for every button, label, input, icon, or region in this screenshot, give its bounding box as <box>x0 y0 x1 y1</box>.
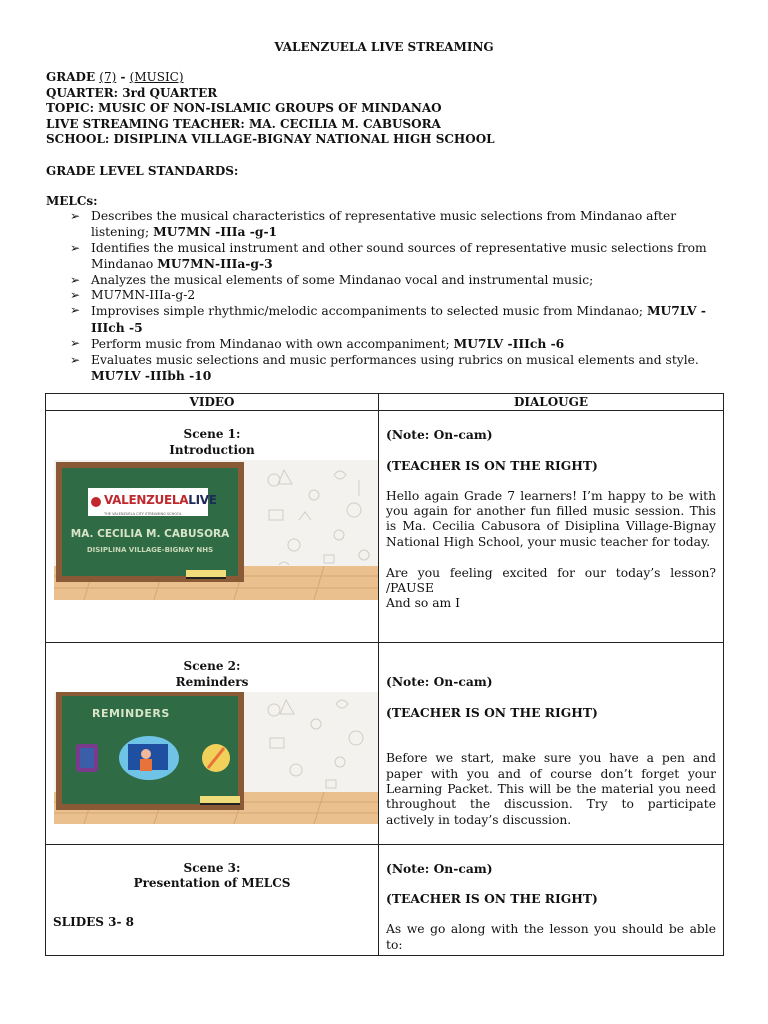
melc-item: ➢ Analyzes the musical elements of some Mindanao vocal and instrumental music; <box>70 272 594 287</box>
melc-code: MU7LV -IIIbh -10 <box>91 368 212 384</box>
script-table <box>45 393 724 956</box>
board-teacher-name: MA. CECILIA M. CABUSORA <box>70 528 230 540</box>
chalk-eraser <box>186 570 226 579</box>
scene-1-question: Are you feeling excited for our today’s lesson? /PAUSE <box>386 565 716 596</box>
teacher-line: LIVE STREAMING TEACHER: MA. CECILIA M. CABUSORA <box>46 116 441 131</box>
melc-item: ➢ Identifies the musical instrument and other sound sources of representative music selections from Mindanao MU7MN-IIIa-g-3 <box>70 240 707 272</box>
melc-code: MU7MN -IIIa -g-1 <box>153 224 278 240</box>
melc-item: ➢ Describes the musical characteristics of representative music selections from Mindanao after listening; MU7MN -IIIa -g-1 <box>70 209 677 240</box>
dialogue-column-header: DIALOUGE <box>379 394 724 411</box>
scene-1-closing: And so am I <box>386 596 460 611</box>
document-title: VALENZUELA LIVE STREAMING <box>274 40 494 54</box>
arrow-bullet-icon: ➢ <box>70 288 81 303</box>
grade-label: GRADE <box>46 70 96 84</box>
grade-level-standards-heading: GRADE LEVEL STANDARDS: <box>46 164 239 178</box>
scene-1-video-cell <box>46 411 379 643</box>
header-block <box>46 70 495 148</box>
scene-2-title: Scene 2: Reminders <box>175 659 249 689</box>
scene-1-note: (Note: On-cam) <box>386 427 493 442</box>
chalk-eraser <box>200 796 240 805</box>
scene-3-note: (Note: On-cam) <box>386 860 493 876</box>
reminders-board-title: REMINDERS <box>92 707 170 720</box>
scene-3-position: (TEACHER IS ON THE RIGHT) <box>386 891 598 907</box>
scene-3-slides: SLIDES 3- 8 <box>53 914 134 929</box>
scene-2-position: (TEACHER IS ON THE RIGHT) <box>386 704 598 720</box>
scene-1-title: Scene 1: Introduction <box>169 427 255 457</box>
table-header-row <box>46 394 724 411</box>
arrow-bullet-icon: ➢ <box>70 240 81 255</box>
scene-3-paragraph: As we go along with the lesson you should be able to: <box>386 922 716 952</box>
scene-2-paragraph: Before we start, make sure you have a pen and paper with you and of course don’t forget your Learning Packet. This will be the material you need throughout the discussion. Try to participate actively in today’s discussion. <box>386 751 716 827</box>
arrow-bullet-icon: ➢ <box>70 272 81 287</box>
melc-item: ➢ Improvises simple rhythmic/melodic accompaniments to selected music from Mindanao; MU7LV -IIIch -5 <box>70 303 706 335</box>
scene-3-dialogue-cell <box>379 844 724 955</box>
scene-3-video-cell <box>46 844 379 955</box>
scene-3-row <box>46 844 724 955</box>
scene-2-note: (Note: On-cam) <box>386 674 493 689</box>
valenzuela-live-logo: VALENZUELALIVE <box>104 493 217 507</box>
scene-1-dialogue-cell <box>379 411 724 643</box>
grade-dash: - <box>120 70 126 84</box>
scene-1-thumbnail <box>54 460 378 600</box>
board-school-name: DISIPLINA VILLAGE-BIGNAY NHS <box>86 546 214 554</box>
melc-item: ➢ Perform music from Mindanao with own accompaniment; MU7LV -IIIch -6 <box>70 336 565 352</box>
subject-value: (MUSIC) <box>129 70 184 84</box>
scene-2-video-cell <box>46 643 379 845</box>
melc-list <box>70 209 730 384</box>
arrow-bullet-icon: ➢ <box>70 209 81 223</box>
melcs-heading: MELCs: <box>46 194 98 208</box>
arrow-bullet-icon: ➢ <box>70 336 81 351</box>
melc-item: ➢ MU7MN-IIIa-g-2 <box>70 288 196 303</box>
logo-subtitle: THE VALENZUELA CITY STREAMING SCHOOL <box>104 512 182 516</box>
melc-item: ➢ Evaluates music selections and music performances using rubrics on musical elements and style. MU7LV -IIIbh -10 <box>70 352 699 384</box>
grade-value: (7) <box>99 70 117 84</box>
scene-1-position: (TEACHER IS ON THE RIGHT) <box>386 457 598 473</box>
school-line: SCHOOL: DISIPLINA VILLAGE-BIGNAY NATIONAL HIGH SCHOOL <box>46 132 495 146</box>
scene-1-row <box>46 411 724 643</box>
scene-2-dialogue-cell <box>379 643 724 845</box>
scene-3-title: Scene 3: Presentation of MELCS <box>133 860 291 891</box>
scene-1-paragraph: Hello again Grade 7 learners! I’m happy to be with you again for another fun filled music session. This is Ma. Cecilia Cabusora of Disiplina Village-Bignay National High School, your music teacher for today. <box>386 488 716 549</box>
melc-code: MU7MN-IIIa-g-3 <box>157 256 273 272</box>
video-column-header: VIDEO <box>46 394 379 411</box>
arrow-bullet-icon: ➢ <box>70 352 81 367</box>
grade-line <box>46 70 495 86</box>
melc-code: MU7LV -IIIch -5 <box>91 303 706 335</box>
arrow-bullet-icon: ➢ <box>70 303 81 318</box>
scene-2-thumbnail <box>54 692 378 824</box>
scene-2-row <box>46 643 724 845</box>
topic-line: TOPIC: MUSIC OF NON-ISLAMIC GROUPS OF MINDANAO <box>46 101 442 115</box>
melc-code: MU7LV -IIIch -6 <box>453 336 565 352</box>
quarter-line: QUARTER: 3rd QUARTER <box>46 85 218 100</box>
